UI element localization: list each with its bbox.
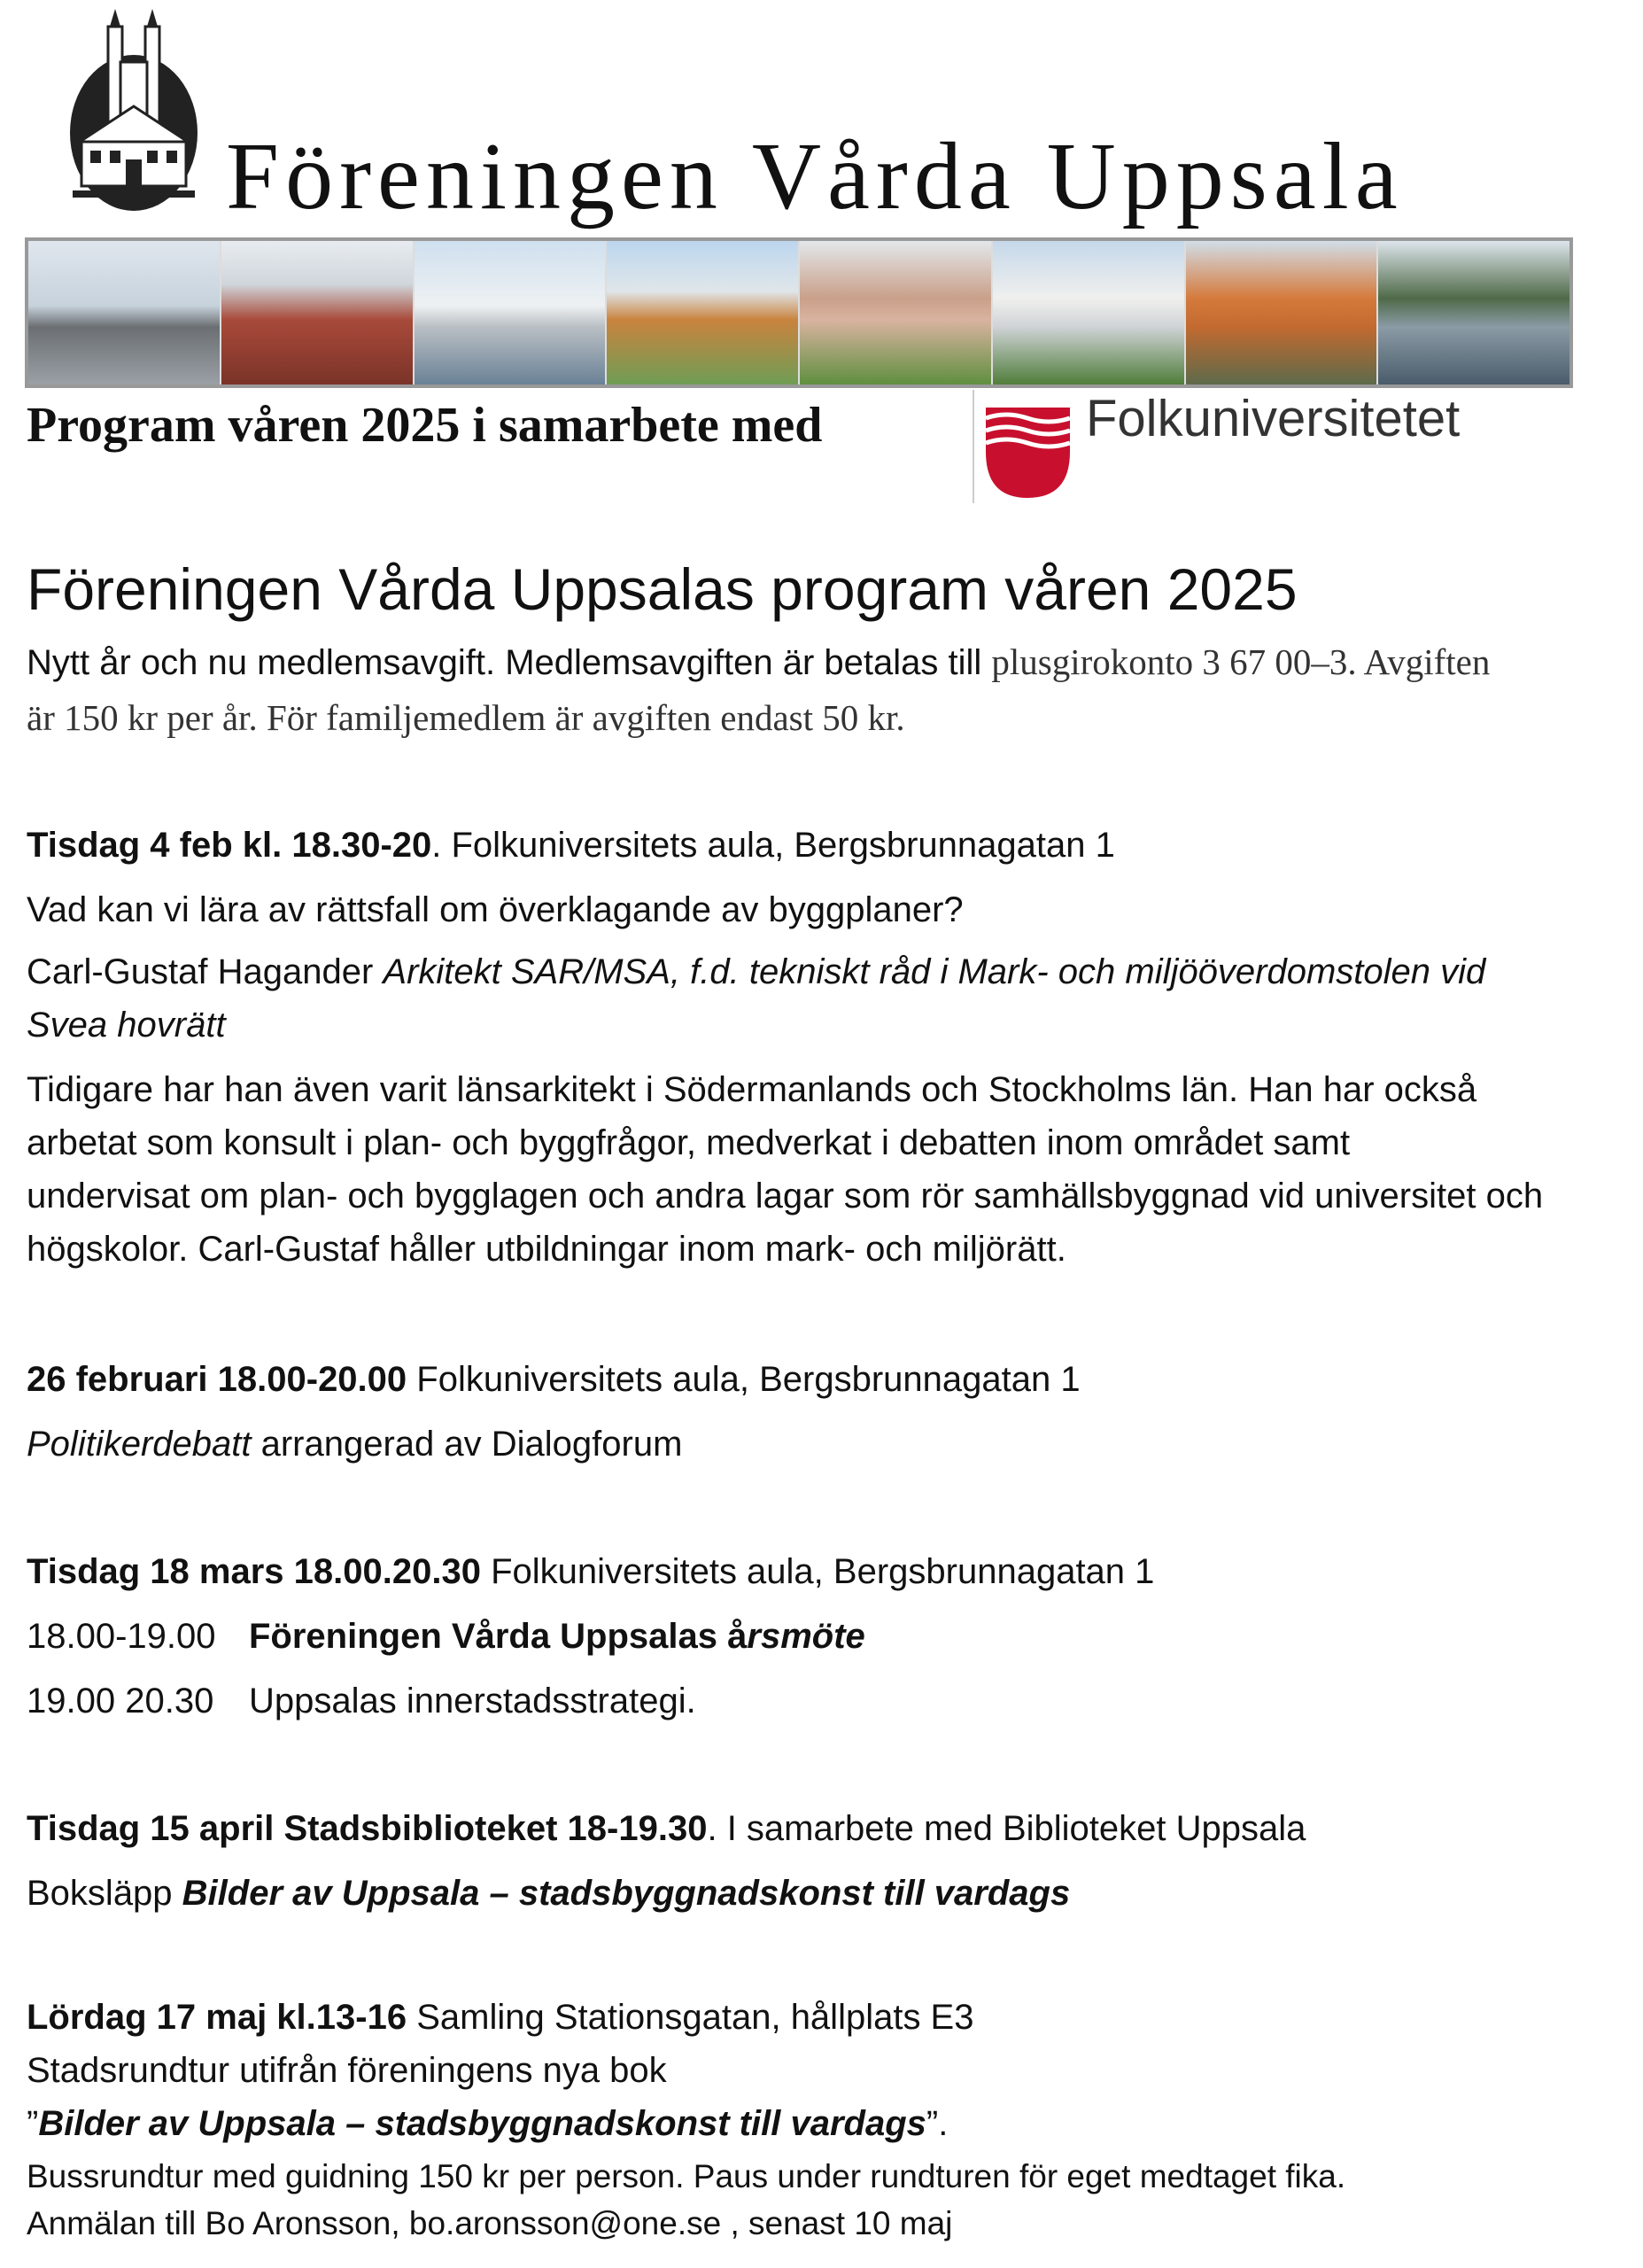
event-2-date: 26 februari 18.00-20.00 [27, 1360, 407, 1399]
banner-photo-7 [1186, 241, 1379, 384]
quote-open: ” [27, 2104, 39, 2143]
event-5-place: Samling Stationsgatan, hållplats E3 [407, 1998, 974, 2037]
slot-1-title: Föreningen Vårda Uppsalas årsmöte [249, 1617, 865, 1656]
banner-photo-2 [221, 241, 415, 384]
event-1-header [27, 819, 1115, 872]
intro-line-1 [27, 635, 1490, 689]
speaker-title-cont: Svea hovrätt [27, 1006, 226, 1045]
event-1-bio-2: arbetat som konsult i plan- och byggfrågor, medverkat i debatten inom området samt [27, 1123, 1351, 1162]
intro-text: Nytt år och nu medlemsavgift. Medlemsavgiften är betalas till [27, 643, 992, 682]
event-2-place: Folkuniversitets aula, Bergsbrunnagatan 1 [407, 1360, 1081, 1399]
banner-photo-8 [1378, 241, 1569, 384]
quote-close: ”. [926, 2104, 949, 2143]
event-2-topic-title: Politikerdebatt [27, 1425, 252, 1464]
event-4-header [27, 1802, 1306, 1855]
event-1-bio-1: Tidigare har han även varit länsarkitekt i Södermanlands och Stockholms län. Han har också [27, 1070, 1477, 1109]
event-1-place: . Folkuniversitets aula, Bergsbrunnagatan 1 [431, 826, 1115, 865]
event-1-bio-3: undervisat om plan- och bygglagen och andra lagar som rör samhällsbyggnad vid universitet och [27, 1177, 1544, 1216]
event-5-line-2: Stadsrundtur utifrån föreningens nya bok [27, 2051, 667, 2090]
event-3-header [27, 1545, 1154, 1598]
event-1-bio-4: högskolor. Carl-Gustaf håller utbildningar inom mark- och miljörätt. [27, 1230, 1066, 1269]
event-5-header [27, 1991, 973, 2044]
event-1-speaker [27, 945, 1485, 998]
event-4-date: Tisdag 15 april Stadsbiblioteket 18-19.30 [27, 1809, 708, 1848]
slot-2-time: 19.00 20.30 [27, 1682, 214, 1720]
event-5-date: Lördag 17 maj kl.13-16 [27, 1998, 407, 2037]
event-3-slot-1 [27, 1610, 865, 1663]
event-2-topic [27, 1418, 682, 1471]
event-5-contact: Anmälan till Bo Aronsson, bo.aronsson@one.se , senast 10 maj [27, 2205, 953, 2241]
event-2-header [27, 1353, 1081, 1406]
slot-1-time: 18.00-19.00 [27, 1617, 216, 1656]
event-5-book [27, 2097, 948, 2150]
speaker-name: Carl-Gustaf Hagander [27, 952, 384, 991]
city-photo-strip [25, 237, 1573, 388]
folkuniversitetet-logo [981, 399, 1513, 505]
book-title-2: Bilder av Uppsala – stadsbyggnadskonst till vardags [38, 2104, 926, 2143]
program-subtitle: Program våren 2025 i samarbete med [27, 398, 823, 453]
event-3-slot-2 [27, 1674, 696, 1728]
partner-logo-text: Folkuniversitetet [1086, 399, 1461, 447]
cathedral-emblem-icon [64, 9, 204, 213]
intro-line-2: är 150 kr per år. För familjemedlem är avgiften endast 50 kr. [27, 697, 905, 738]
book-title: Bilder av Uppsala – stadsbyggnadskonst till vardags [182, 1874, 1071, 1913]
event-2-topic-rest: arrangerad av Dialogforum [251, 1425, 683, 1464]
plusgiro-info: plusgirokonto 3 67 00–3. Avgiften [991, 641, 1491, 682]
event-4-book [27, 1867, 1070, 1920]
banner-photo-3 [415, 241, 608, 384]
banner-photo-6 [993, 241, 1186, 384]
event-3-place: Folkuniversitets aula, Bergsbrunnagatan 1 [480, 1552, 1155, 1591]
event-1-question: Vad kan vi lära av rättsfall om överklagande av byggplaner? [27, 890, 964, 929]
program-heading: Föreningen Vårda Uppsalas program våren 2025 [27, 556, 1298, 622]
header-title: Föreningen Vårda Uppsala [226, 124, 1404, 229]
event-3-date: Tisdag 18 mars 18.00.20.30 [27, 1552, 481, 1591]
speaker-title: Arkitekt SAR/MSA, f.d. tekniskt råd i Mark- och miljööverdomstolen vid [383, 952, 1486, 991]
logo-divider [973, 390, 974, 503]
banner-photo-1 [28, 241, 221, 384]
event-4-rest: . I samarbete med Biblioteket Uppsala [707, 1809, 1306, 1848]
event-1-date: Tisdag 4 feb kl. 18.30-20 [27, 826, 432, 865]
book-release-label: Boksläpp [27, 1874, 182, 1913]
event-5-line-4: Bussrundtur med guidning 150 kr per person. Paus under rundturen för eget medtaget fika. [27, 2158, 1346, 2194]
banner-photo-5 [800, 241, 993, 384]
slot-2-title: Uppsalas innerstadsstrategi. [249, 1682, 696, 1720]
event-1-speaker-title-cont [27, 998, 226, 1052]
banner-photo-4 [607, 241, 800, 384]
